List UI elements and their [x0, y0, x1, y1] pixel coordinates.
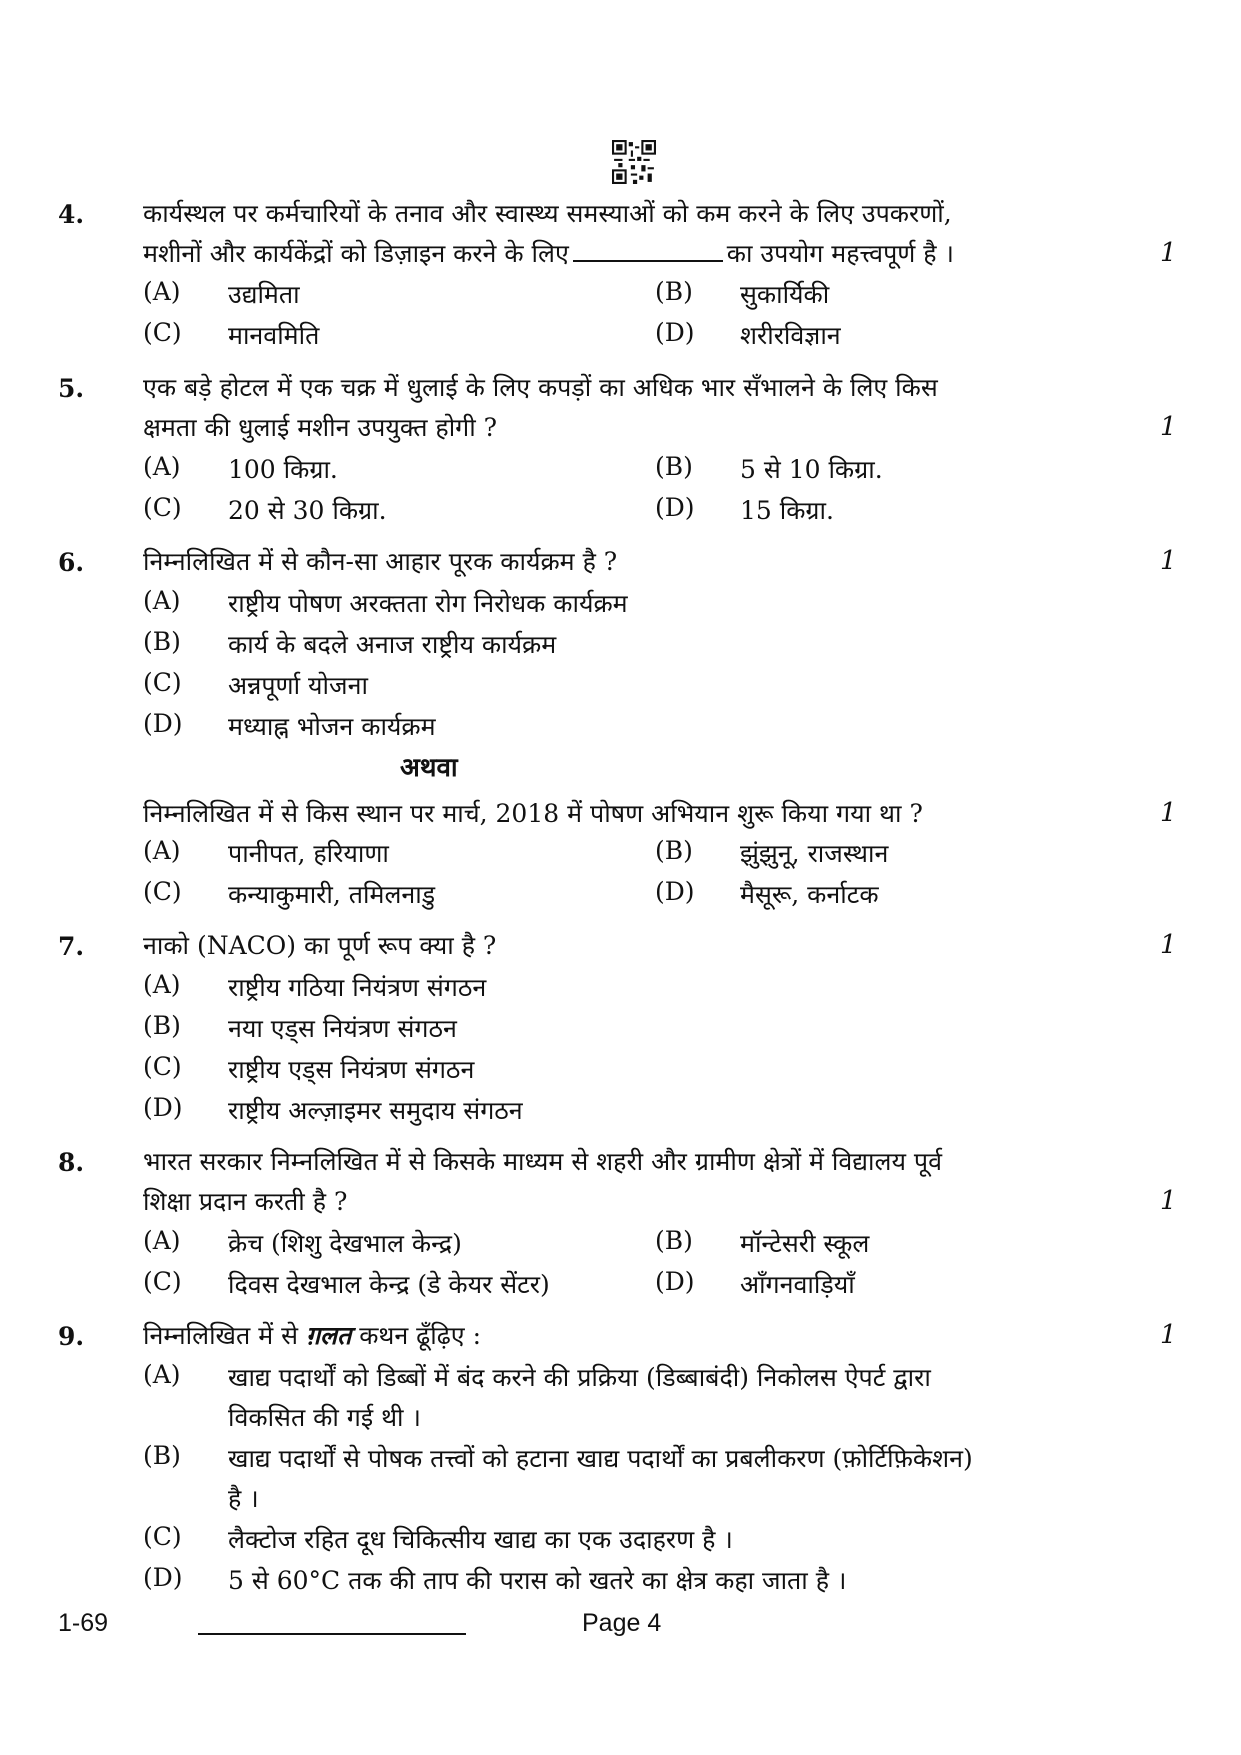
option-text: 5 से 60°C तक की ताप की परास को खतरे का क्षेत्र कहा जाता है । [228, 1566, 847, 1595]
option-label: (B) [655, 452, 693, 481]
option-label: (C) [143, 877, 182, 906]
question-text: निम्नलिखित में से कौन-सा आहार पूरक कार्यक्रम है ? [143, 547, 618, 576]
option-text: राष्ट्रीय एड्स नियंत्रण संगठन [228, 1055, 475, 1084]
option-label: (B) [143, 1011, 181, 1040]
marks: 1 [1160, 798, 1177, 828]
option-label: (D) [655, 493, 695, 522]
option-label: (D) [655, 877, 695, 906]
option-label: (B) [655, 1226, 693, 1255]
option-label: (B) [143, 1441, 181, 1470]
option-text: शरीरविज्ञान [740, 321, 841, 350]
question-text: नाको (NACO) का पूर्ण रूप क्या है ? [143, 931, 497, 960]
qr-code-icon [612, 140, 656, 184]
option-label: (B) [143, 627, 181, 656]
option-text: 100 किग्रा. [228, 455, 338, 484]
question-text: निम्नलिखित में से किस स्थान पर मार्च, 2018 में पोषण अभियान शुरू किया गया था ? [143, 799, 923, 828]
option-label: (D) [143, 709, 183, 738]
marks: 1 [1160, 238, 1177, 268]
option-label: (B) [655, 836, 693, 865]
option-text: खाद्य पदार्थों से पोषक तत्त्वों को हटाना खाद्य पदार्थों का प्रबलीकरण (फ़ोर्टिफ़िकेशन) [228, 1444, 973, 1473]
question-text-line-2: शिक्षा प्रदान करती है ? [143, 1187, 348, 1216]
option-text-line-2: विकसित की गई थी । [228, 1403, 421, 1432]
option-text: क्रेच (शिशु देखभाल केन्द्र) [228, 1229, 462, 1258]
question-number: 4. [58, 200, 85, 229]
question-text-part: कथन ढूँढ़िए : [359, 1321, 482, 1350]
option-text: खाद्य पदार्थों को डिब्बों में बंद करने की प्रक्रिया (डिब्बाबंदी) निकोलस ऐपर्ट द्वारा [228, 1363, 931, 1392]
option-label: (D) [655, 1267, 695, 1296]
question-text-part: का उपयोग महत्त्वपूर्ण है । [726, 239, 954, 268]
option-text: राष्ट्रीय अल्ज़ाइमर समुदाय संगठन [228, 1096, 523, 1125]
option-label: (C) [143, 1052, 182, 1081]
option-text: सुकार्यिकी [740, 280, 830, 309]
option-label: (A) [143, 1360, 181, 1389]
question-text-line-2: क्षमता की धुलाई मशीन उपयुक्त होगी ? [143, 413, 498, 442]
question-text: भारत सरकार निम्नलिखित में से किसके माध्यम से शहरी और ग्रामीण क्षेत्रों में विद्यालय पूर्व [143, 1147, 943, 1176]
option-text: 20 से 30 किग्रा. [228, 496, 387, 525]
question-text-part: निम्नलिखित में से [143, 1321, 298, 1350]
option-text: आँगनवाड़ियाँ [740, 1270, 855, 1299]
option-text: दिवस देखभाल केन्द्र (डे केयर सेंटर) [228, 1270, 550, 1299]
option-text: कन्याकुमारी, तमिलनाडु [228, 880, 436, 909]
emphasized-word: ग़लत [305, 1321, 352, 1350]
option-text: नया एड्स नियंत्रण संगठन [228, 1014, 457, 1043]
marks: 1 [1160, 412, 1177, 442]
option-text: अन्नपूर्णा योजना [228, 671, 368, 700]
option-label: (D) [655, 318, 695, 347]
option-label: (A) [143, 970, 181, 999]
marks: 1 [1160, 1320, 1177, 1350]
marks: 1 [1160, 546, 1177, 576]
marks: 1 [1160, 1186, 1177, 1216]
or-separator: अथवा [400, 753, 458, 783]
page-number: Page 4 [582, 1609, 662, 1637]
option-label: (C) [143, 1522, 182, 1551]
option-text: मध्याह्न भोजन कार्यक्रम [228, 712, 436, 741]
question-text-part: मशीनों और कार्यकेंद्रों को डिज़ाइन करने के लिए [143, 239, 569, 268]
option-label: (A) [143, 836, 181, 865]
option-label: (D) [143, 1563, 183, 1592]
option-text: झुंझुनू, राजस्थान [740, 839, 889, 868]
option-label: (B) [655, 277, 693, 306]
option-label: (A) [143, 586, 181, 615]
option-text: मैसूरू, कर्नाटक [740, 880, 879, 909]
option-text: कार्य के बदले अनाज राष्ट्रीय कार्यक्रम [228, 630, 557, 659]
option-text: उद्यमिता [228, 280, 300, 309]
question-text: कार्यस्थल पर कर्मचारियों के तनाव और स्वास्थ्य समस्याओं को कम करने के लिए उपकरणों, [143, 199, 952, 228]
option-text: पानीपत, हरियाणा [228, 839, 389, 868]
question-number: 9. [58, 1322, 85, 1351]
option-label: (C) [143, 318, 182, 347]
question-text [143, 1318, 481, 1352]
option-label: (C) [143, 1267, 182, 1296]
question-number: 8. [58, 1148, 85, 1177]
option-text: मानवमिति [228, 321, 320, 350]
option-text: लैक्टोज रहित दूध चिकित्सीय खाद्य का एक उदाहरण है । [228, 1525, 733, 1554]
option-text: राष्ट्रीय पोषण अरक्तता रोग निरोधक कार्यक्रम [228, 589, 628, 618]
paper-code: 1-69 [58, 1609, 109, 1637]
option-label: (C) [143, 493, 182, 522]
question-text-line-2 [143, 236, 954, 270]
option-label: (A) [143, 452, 181, 481]
option-label: (A) [143, 1226, 181, 1255]
option-label: (A) [143, 277, 181, 306]
option-text-line-2: है । [228, 1484, 259, 1513]
option-text: मॉन्टेसरी स्कूल [740, 1229, 870, 1258]
question-number: 7. [58, 932, 85, 961]
question-number: 5. [58, 374, 85, 403]
fill-in-blank [573, 242, 723, 262]
question-number: 6. [58, 548, 85, 577]
footer-divider [198, 1633, 466, 1635]
option-text: 5 से 10 किग्रा. [740, 455, 883, 484]
option-text: 15 किग्रा. [740, 496, 834, 525]
option-label: (D) [143, 1093, 183, 1122]
question-text: एक बड़े होटल में एक चक्र में धुलाई के लिए कपड़ों का अधिक भार सँभालने के लिए किस [143, 373, 938, 402]
option-label: (C) [143, 668, 182, 697]
option-text: राष्ट्रीय गठिया नियंत्रण संगठन [228, 973, 487, 1002]
marks: 1 [1160, 930, 1177, 960]
